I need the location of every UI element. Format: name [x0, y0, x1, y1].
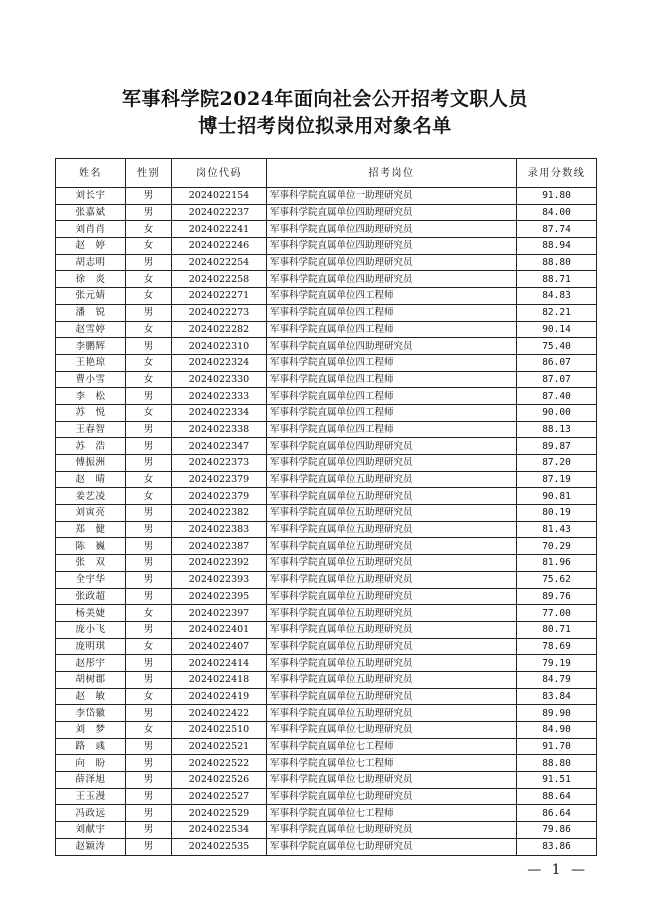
- cell-gender: 男: [126, 304, 172, 321]
- cell-post: 军事科学院直属单位四工程师: [267, 421, 517, 438]
- cell-name: 王艳琼: [56, 354, 126, 371]
- cell-score: 91.80: [517, 188, 597, 205]
- cell-score: 88.13: [517, 421, 597, 438]
- cell-code: 2024022246: [172, 238, 267, 255]
- page-number: — 1 —: [527, 862, 588, 878]
- cell-post: 军事科学院直属单位五助理研究员: [267, 638, 517, 655]
- cell-code: 2024022401: [172, 621, 267, 638]
- cell-name: 李 松: [56, 388, 126, 405]
- table-row: [56, 738, 597, 755]
- cell-gender: 女: [126, 688, 172, 705]
- cell-gender: 男: [126, 521, 172, 538]
- cell-gender: 男: [126, 188, 172, 205]
- table-row: [56, 688, 597, 705]
- cell-code: 2024022273: [172, 304, 267, 321]
- cell-name: 潘 锐: [56, 304, 126, 321]
- cell-post: 军事科学院直属单位七助理研究员: [267, 838, 517, 855]
- cell-code: 2024022254: [172, 254, 267, 271]
- cell-score: 83.84: [517, 688, 597, 705]
- table-row: [56, 404, 597, 421]
- cell-score: 80.19: [517, 505, 597, 522]
- cell-name: 赵 晴: [56, 471, 126, 488]
- cell-name: 刘献宇: [56, 822, 126, 839]
- cell-gender: 男: [126, 438, 172, 455]
- cell-score: 70.29: [517, 538, 597, 555]
- cell-code: 2024022333: [172, 388, 267, 405]
- cell-score: 82.21: [517, 304, 597, 321]
- cell-score: 75.62: [517, 571, 597, 588]
- table-row: [56, 254, 597, 271]
- cell-code: 2024022387: [172, 538, 267, 555]
- cell-code: 2024022527: [172, 788, 267, 805]
- cell-gender: 男: [126, 571, 172, 588]
- cell-gender: 女: [126, 238, 172, 255]
- table-row: [56, 488, 597, 505]
- cell-post: 军事科学院直属单位七工程师: [267, 738, 517, 755]
- cell-post: 军事科学院直属单位五助理研究员: [267, 521, 517, 538]
- cell-score: 79.86: [517, 822, 597, 839]
- cell-code: 2024022422: [172, 705, 267, 722]
- cell-gender: 女: [126, 471, 172, 488]
- cell-name: 张 双: [56, 555, 126, 572]
- cell-gender: 男: [126, 388, 172, 405]
- cell-gender: 女: [126, 722, 172, 739]
- cell-post: 军事科学院直属单位七工程师: [267, 805, 517, 822]
- table-row: [56, 521, 597, 538]
- cell-gender: 男: [126, 755, 172, 772]
- cell-code: 2024022373: [172, 455, 267, 472]
- cell-name: 胡树郡: [56, 671, 126, 688]
- cell-post: 军事科学院直属单位四助理研究员: [267, 204, 517, 221]
- cell-name: 李鹏辉: [56, 338, 126, 355]
- cell-code: 2024022383: [172, 521, 267, 538]
- cell-post: 军事科学院直属单位四助理研究员: [267, 438, 517, 455]
- table-row: [56, 471, 597, 488]
- cell-post: 军事科学院直属单位四助理研究员: [267, 254, 517, 271]
- cell-gender: 男: [126, 738, 172, 755]
- header-score: 录用分数线: [517, 159, 597, 188]
- cell-post: 军事科学院直属单位五助理研究员: [267, 538, 517, 555]
- cell-code: 2024022535: [172, 838, 267, 855]
- cell-name: 赵彤宇: [56, 655, 126, 672]
- table-row: [56, 271, 597, 288]
- cell-post: 军事科学院直属单位五助理研究员: [267, 688, 517, 705]
- table-row: [56, 605, 597, 622]
- cell-post: 军事科学院直属单位五助理研究员: [267, 555, 517, 572]
- cell-post: 军事科学院直属单位七助理研究员: [267, 788, 517, 805]
- cell-post: 军事科学院直属单位五助理研究员: [267, 671, 517, 688]
- cell-gender: 男: [126, 822, 172, 839]
- table-row: [56, 671, 597, 688]
- cell-post: 军事科学院直属单位四工程师: [267, 288, 517, 305]
- document-title-line2: 博士招考岗位拟录用对象名单: [198, 115, 452, 137]
- cell-name: 郑 健: [56, 521, 126, 538]
- cell-code: 2024022379: [172, 488, 267, 505]
- cell-score: 88.71: [517, 271, 597, 288]
- cell-name: 赵 婷: [56, 238, 126, 255]
- table-row: [56, 188, 597, 205]
- table-row: [56, 588, 597, 605]
- cell-post: 军事科学院直属单位四助理研究员: [267, 221, 517, 238]
- cell-name: 胡志明: [56, 254, 126, 271]
- cell-code: 2024022414: [172, 655, 267, 672]
- table-row: [56, 838, 597, 855]
- cell-name: 姜艺凌: [56, 488, 126, 505]
- cell-code: 2024022324: [172, 354, 267, 371]
- cell-name: 李岱徽: [56, 705, 126, 722]
- cell-post: 军事科学院直属单位四工程师: [267, 371, 517, 388]
- cell-gender: 男: [126, 538, 172, 555]
- table-row: [56, 822, 597, 839]
- cell-gender: 男: [126, 204, 172, 221]
- cell-gender: 男: [126, 655, 172, 672]
- cell-post: 军事科学院直属单位四工程师: [267, 304, 517, 321]
- table-row: [56, 788, 597, 805]
- table-row: [56, 455, 597, 472]
- cell-post: 军事科学院直属单位五助理研究员: [267, 621, 517, 638]
- cell-name: 傅振洲: [56, 455, 126, 472]
- cell-gender: 男: [126, 805, 172, 822]
- cell-post: 军事科学院直属单位七助理研究员: [267, 772, 517, 789]
- cell-score: 89.76: [517, 588, 597, 605]
- table-body: [56, 188, 597, 856]
- cell-gender: 男: [126, 421, 172, 438]
- cell-code: 2024022407: [172, 638, 267, 655]
- cell-post: 军事科学院直属单位五助理研究员: [267, 655, 517, 672]
- cell-score: 86.64: [517, 805, 597, 822]
- cell-name: 薛泽旭: [56, 772, 126, 789]
- table-row: [56, 354, 597, 371]
- cell-name: 苏 悦: [56, 404, 126, 421]
- cell-gender: 男: [126, 455, 172, 472]
- cell-score: 80.71: [517, 621, 597, 638]
- cell-post: 军事科学院直属单位四助理研究员: [267, 455, 517, 472]
- table-row: [56, 304, 597, 321]
- cell-score: 86.07: [517, 354, 597, 371]
- cell-gender: 女: [126, 271, 172, 288]
- header-name: 姓名: [56, 159, 126, 188]
- cell-gender: 男: [126, 588, 172, 605]
- cell-score: 79.19: [517, 655, 597, 672]
- cell-score: 90.81: [517, 488, 597, 505]
- cell-score: 89.87: [517, 438, 597, 455]
- cell-code: 2024022237: [172, 204, 267, 221]
- cell-name: 张政超: [56, 588, 126, 605]
- cell-score: 88.64: [517, 788, 597, 805]
- cell-code: 2024022330: [172, 371, 267, 388]
- cell-score: 83.86: [517, 838, 597, 855]
- cell-score: 84.00: [517, 204, 597, 221]
- cell-score: 88.80: [517, 755, 597, 772]
- cell-post: 军事科学院直属单位四工程师: [267, 321, 517, 338]
- cell-score: 87.40: [517, 388, 597, 405]
- cell-code: 2024022310: [172, 338, 267, 355]
- cell-post: 军事科学院直属单位四助理研究员: [267, 271, 517, 288]
- cell-code: 2024022526: [172, 772, 267, 789]
- cell-name: 曹小雪: [56, 371, 126, 388]
- cell-name: 刘长宇: [56, 188, 126, 205]
- cell-post: 军事科学院直属单位五助理研究员: [267, 471, 517, 488]
- table-row: [56, 421, 597, 438]
- cell-code: 2024022241: [172, 221, 267, 238]
- cell-score: 75.40: [517, 338, 597, 355]
- cell-post: 军事科学院直属单位五助理研究员: [267, 571, 517, 588]
- header-gender: 性别: [126, 159, 172, 188]
- cell-gender: 女: [126, 354, 172, 371]
- cell-score: 77.00: [517, 605, 597, 622]
- cell-code: 2024022521: [172, 738, 267, 755]
- cell-gender: 男: [126, 705, 172, 722]
- table-row: [56, 538, 597, 555]
- cell-gender: 女: [126, 404, 172, 421]
- cell-code: 2024022522: [172, 755, 267, 772]
- table-row: [56, 238, 597, 255]
- cell-code: 2024022395: [172, 588, 267, 605]
- table-row: [56, 722, 597, 739]
- cell-gender: 男: [126, 772, 172, 789]
- cell-name: 苏 浩: [56, 438, 126, 455]
- cell-score: 90.14: [517, 321, 597, 338]
- cell-code: 2024022154: [172, 188, 267, 205]
- cell-code: 2024022393: [172, 571, 267, 588]
- cell-code: 2024022392: [172, 555, 267, 572]
- table-row: [56, 321, 597, 338]
- cell-code: 2024022534: [172, 822, 267, 839]
- cell-name: 路 彧: [56, 738, 126, 755]
- cell-name: 赵颖涛: [56, 838, 126, 855]
- cell-code: 2024022418: [172, 671, 267, 688]
- cell-name: 全宇华: [56, 571, 126, 588]
- cell-code: 2024022282: [172, 321, 267, 338]
- cell-score: 87.74: [517, 221, 597, 238]
- table-row: [56, 338, 597, 355]
- cell-gender: 女: [126, 321, 172, 338]
- cell-code: 2024022338: [172, 421, 267, 438]
- cell-code: 2024022419: [172, 688, 267, 705]
- table-row: [56, 288, 597, 305]
- cell-gender: 男: [126, 671, 172, 688]
- cell-name: 张嘉斌: [56, 204, 126, 221]
- cell-post: 军事科学院直属单位五助理研究员: [267, 705, 517, 722]
- cell-code: 2024022334: [172, 404, 267, 421]
- cell-name: 向 盼: [56, 755, 126, 772]
- cell-post: 军事科学院直属单位七助理研究员: [267, 822, 517, 839]
- table-row: [56, 388, 597, 405]
- cell-score: 78.69: [517, 638, 597, 655]
- cell-gender: 女: [126, 221, 172, 238]
- cell-code: 2024022529: [172, 805, 267, 822]
- table-row: [56, 755, 597, 772]
- table-row: [56, 505, 597, 522]
- cell-name: 杨美婕: [56, 605, 126, 622]
- cell-code: 2024022258: [172, 271, 267, 288]
- cell-post: 军事科学院直属单位四助理研究员: [267, 338, 517, 355]
- table-row: [56, 772, 597, 789]
- cell-post: 军事科学院直属单位七助理研究员: [267, 722, 517, 739]
- cell-score: 84.79: [517, 671, 597, 688]
- table-row: [56, 805, 597, 822]
- cell-post: 军事科学院直属单位一助理研究员: [267, 188, 517, 205]
- cell-code: 2024022510: [172, 722, 267, 739]
- cell-name: 王玉漫: [56, 788, 126, 805]
- cell-post: 军事科学院直属单位五助理研究员: [267, 605, 517, 622]
- cell-code: 2024022347: [172, 438, 267, 455]
- cell-gender: 女: [126, 371, 172, 388]
- cell-code: 2024022382: [172, 505, 267, 522]
- cell-score: 87.07: [517, 371, 597, 388]
- table-row: [56, 638, 597, 655]
- cell-score: 89.90: [517, 705, 597, 722]
- document-title-line1: 军事科学院2024年面向社会公开招考文职人员: [122, 88, 528, 110]
- cell-name: 冯政远: [56, 805, 126, 822]
- cell-score: 84.90: [517, 722, 597, 739]
- header-code: 岗位代码: [172, 159, 267, 188]
- cell-gender: 男: [126, 254, 172, 271]
- cell-score: 91.70: [517, 738, 597, 755]
- cell-gender: 女: [126, 288, 172, 305]
- cell-gender: 男: [126, 838, 172, 855]
- cell-post: 军事科学院直属单位四工程师: [267, 404, 517, 421]
- cell-score: 91.51: [517, 772, 597, 789]
- table-row: [56, 371, 597, 388]
- table-row: [56, 621, 597, 638]
- cell-gender: 男: [126, 505, 172, 522]
- cell-gender: 男: [126, 338, 172, 355]
- cell-post: 军事科学院直属单位四助理研究员: [267, 238, 517, 255]
- cell-score: 88.94: [517, 238, 597, 255]
- cell-name: 王春智: [56, 421, 126, 438]
- table-row: [56, 204, 597, 221]
- cell-gender: 男: [126, 555, 172, 572]
- table-row: [56, 705, 597, 722]
- cell-score: 84.83: [517, 288, 597, 305]
- cell-code: 2024022271: [172, 288, 267, 305]
- cell-post: 军事科学院直属单位五助理研究员: [267, 588, 517, 605]
- cell-post: 军事科学院直属单位五助理研究员: [267, 488, 517, 505]
- cell-gender: 男: [126, 621, 172, 638]
- cell-post: 军事科学院直属单位四工程师: [267, 354, 517, 371]
- cell-post: 军事科学院直属单位七工程师: [267, 755, 517, 772]
- cell-name: 庞小飞: [56, 621, 126, 638]
- candidate-table: [55, 158, 597, 856]
- cell-code: 2024022397: [172, 605, 267, 622]
- cell-post: 军事科学院直属单位五助理研究员: [267, 505, 517, 522]
- cell-score: 81.43: [517, 521, 597, 538]
- table-row: [56, 571, 597, 588]
- cell-name: 刘肖肖: [56, 221, 126, 238]
- cell-gender: 女: [126, 488, 172, 505]
- cell-score: 87.20: [517, 455, 597, 472]
- cell-gender: 女: [126, 638, 172, 655]
- table-row: [56, 438, 597, 455]
- cell-name: 刘 梦: [56, 722, 126, 739]
- cell-score: 90.00: [517, 404, 597, 421]
- cell-name: 刘寅亮: [56, 505, 126, 522]
- cell-score: 81.96: [517, 555, 597, 572]
- header-post: 招考岗位: [267, 159, 517, 188]
- table-row: [56, 655, 597, 672]
- cell-name: 张元婧: [56, 288, 126, 305]
- cell-name: 赵 敏: [56, 688, 126, 705]
- table-row: [56, 221, 597, 238]
- table-header-row: [56, 159, 597, 188]
- cell-post: 军事科学院直属单位四工程师: [267, 388, 517, 405]
- cell-name: 庞明琪: [56, 638, 126, 655]
- cell-gender: 女: [126, 605, 172, 622]
- cell-name: 徐 炎: [56, 271, 126, 288]
- cell-gender: 男: [126, 788, 172, 805]
- table-row: [56, 555, 597, 572]
- cell-score: 88.80: [517, 254, 597, 271]
- cell-name: 赵雪婷: [56, 321, 126, 338]
- cell-score: 87.19: [517, 471, 597, 488]
- cell-code: 2024022379: [172, 471, 267, 488]
- cell-name: 陈 巍: [56, 538, 126, 555]
